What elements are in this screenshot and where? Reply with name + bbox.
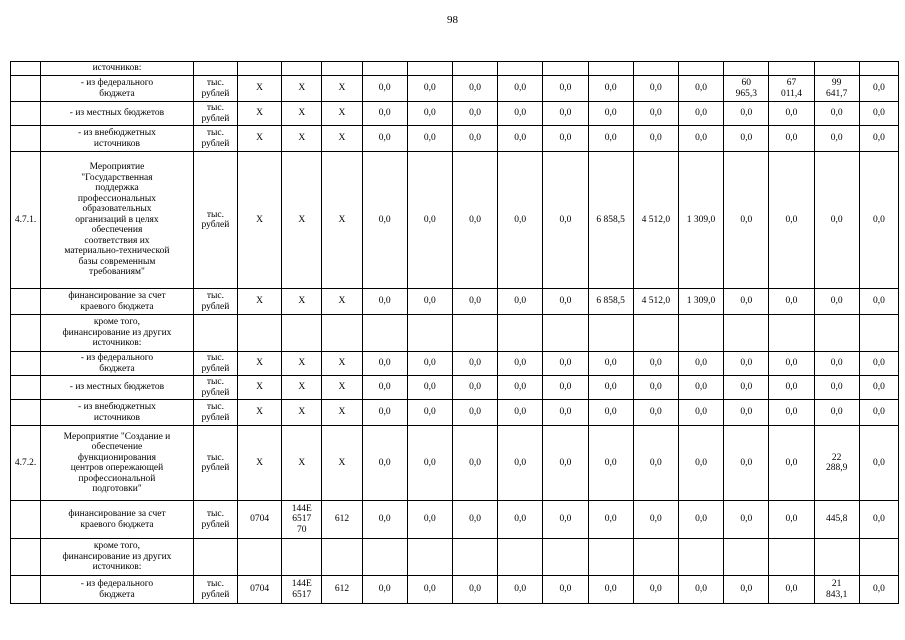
item-name-cell: - из федерального бюджета (41, 576, 194, 604)
value-cell: 0,0 (859, 376, 898, 400)
table-row (11, 501, 899, 539)
classification-cell: Х (322, 426, 362, 501)
value-cell: 0,0 (362, 352, 407, 376)
value-cell: 0,0 (769, 576, 814, 604)
table-row (11, 426, 899, 501)
value-cell: 0,0 (362, 400, 407, 426)
value-cell (588, 539, 633, 576)
value-cell (362, 539, 407, 576)
value-cell: 0,0 (769, 501, 814, 539)
value-cell: 0,0 (724, 376, 769, 400)
value-cell: 445,8 (814, 501, 859, 539)
classification-cell (282, 315, 322, 352)
table-row (11, 76, 899, 102)
classification-cell: Х (238, 152, 282, 289)
classification-cell (322, 62, 362, 76)
value-cell: 0,0 (633, 400, 678, 426)
classification-cell: Х (282, 102, 322, 126)
classification-cell: Х (238, 102, 282, 126)
value-cell: 0,0 (407, 102, 452, 126)
budget-table (10, 61, 899, 604)
value-cell: 0,0 (859, 289, 898, 315)
value-cell: 0,0 (724, 501, 769, 539)
value-cell (362, 315, 407, 352)
item-code-cell (11, 126, 41, 152)
value-cell: 0,0 (452, 426, 497, 501)
table-row (11, 126, 899, 152)
value-cell: 0,0 (498, 289, 543, 315)
value-cell: 0,0 (452, 376, 497, 400)
value-cell: 0,0 (362, 576, 407, 604)
value-cell: 0,0 (588, 376, 633, 400)
value-cell: 0,0 (498, 426, 543, 501)
value-cell: 0,0 (452, 102, 497, 126)
value-cell: 0,0 (452, 152, 497, 289)
value-cell: 0,0 (724, 576, 769, 604)
item-code-cell (11, 501, 41, 539)
value-cell: 0,0 (588, 576, 633, 604)
classification-cell: 0704 (238, 501, 282, 539)
unit-cell (193, 62, 237, 76)
value-cell: 0,0 (452, 501, 497, 539)
value-cell (724, 62, 769, 76)
value-cell (678, 62, 723, 76)
item-name-cell: - из местных бюджетов (41, 376, 194, 400)
value-cell: 0,0 (407, 426, 452, 501)
page-number: 98 (447, 14, 458, 26)
classification-cell (282, 539, 322, 576)
classification-cell: Х (282, 76, 322, 102)
value-cell: 0,0 (678, 102, 723, 126)
value-cell (588, 62, 633, 76)
value-cell: 0,0 (678, 426, 723, 501)
value-cell: 0,0 (859, 576, 898, 604)
classification-cell: Х (282, 426, 322, 501)
value-cell: 6 858,5 (588, 289, 633, 315)
value-cell: 0,0 (859, 126, 898, 152)
unit-cell: тыс. рублей (193, 76, 237, 102)
value-cell (498, 62, 543, 76)
item-code-cell (11, 62, 41, 76)
value-cell: 0,0 (859, 102, 898, 126)
value-cell: 0,0 (543, 376, 588, 400)
classification-cell: 612 (322, 576, 362, 604)
value-cell: 0,0 (859, 76, 898, 102)
value-cell: 0,0 (543, 102, 588, 126)
value-cell: 4 512,0 (633, 152, 678, 289)
value-cell: 0,0 (452, 126, 497, 152)
classification-cell: Х (322, 102, 362, 126)
value-cell: 0,0 (588, 501, 633, 539)
value-cell: 0,0 (452, 576, 497, 604)
value-cell: 0,0 (814, 152, 859, 289)
classification-cell: Х (322, 76, 362, 102)
unit-cell (193, 539, 237, 576)
classification-cell: Х (238, 352, 282, 376)
item-code-cell (11, 289, 41, 315)
value-cell: 0,0 (498, 76, 543, 102)
value-cell (407, 315, 452, 352)
value-cell: 0,0 (498, 352, 543, 376)
classification-cell: Х (322, 126, 362, 152)
value-cell: 0,0 (724, 126, 769, 152)
item-name-cell: - из внебюджетных источников (41, 400, 194, 426)
item-name-cell: - из внебюджетных источников (41, 126, 194, 152)
value-cell: 0,0 (633, 426, 678, 501)
value-cell: 0,0 (498, 576, 543, 604)
value-cell: 0,0 (633, 376, 678, 400)
item-name-cell: Мероприятие "Создание и обеспечение функционирования центров опережающей профессиональной подготовки" (41, 426, 194, 501)
classification-cell: Х (238, 400, 282, 426)
classification-cell: 144Е 6517 (282, 576, 322, 604)
unit-cell: тыс. рублей (193, 352, 237, 376)
classification-cell: Х (322, 376, 362, 400)
value-cell: 0,0 (859, 501, 898, 539)
item-code-cell (11, 376, 41, 400)
value-cell: 0,0 (769, 426, 814, 501)
value-cell (543, 315, 588, 352)
value-cell: 0,0 (769, 102, 814, 126)
unit-cell: тыс. рублей (193, 426, 237, 501)
value-cell: 0,0 (678, 126, 723, 152)
table-row (11, 376, 899, 400)
item-name-cell: кроме того, финансирование из других источников: (41, 315, 194, 352)
item-code-cell: 4.7.2. (11, 426, 41, 501)
value-cell: 0,0 (452, 76, 497, 102)
value-cell (724, 315, 769, 352)
value-cell (769, 62, 814, 76)
table-row (11, 102, 899, 126)
unit-cell (193, 315, 237, 352)
value-cell: 0,0 (407, 352, 452, 376)
value-cell (678, 315, 723, 352)
classification-cell (282, 62, 322, 76)
value-cell: 0,0 (498, 400, 543, 426)
value-cell (362, 62, 407, 76)
value-cell: 0,0 (543, 152, 588, 289)
value-cell: 0,0 (452, 352, 497, 376)
value-cell (724, 539, 769, 576)
value-cell: 0,0 (362, 289, 407, 315)
value-cell: 0,0 (769, 289, 814, 315)
classification-cell: 612 (322, 501, 362, 539)
value-cell: 0,0 (362, 501, 407, 539)
classification-cell: Х (282, 400, 322, 426)
value-cell: 0,0 (407, 501, 452, 539)
value-cell: 99 641,7 (814, 76, 859, 102)
value-cell (633, 315, 678, 352)
classification-cell: Х (238, 126, 282, 152)
classification-cell: Х (238, 426, 282, 501)
value-cell: 0,0 (769, 400, 814, 426)
value-cell (407, 62, 452, 76)
value-cell: 0,0 (588, 352, 633, 376)
value-cell: 0,0 (814, 376, 859, 400)
value-cell: 0,0 (588, 400, 633, 426)
unit-cell: тыс. рублей (193, 376, 237, 400)
value-cell: 0,0 (633, 126, 678, 152)
value-cell: 60 965,3 (724, 76, 769, 102)
value-cell: 0,0 (724, 400, 769, 426)
item-name-cell: Мероприятие "Государственная поддержка профессиональных образовательных организаций в целях обеспечения соответствия их материально-технической базы современным требованиям" (41, 152, 194, 289)
value-cell: 0,0 (724, 426, 769, 501)
value-cell (769, 539, 814, 576)
value-cell: 0,0 (814, 352, 859, 376)
value-cell: 0,0 (633, 76, 678, 102)
value-cell: 6 858,5 (588, 152, 633, 289)
value-cell: 0,0 (724, 289, 769, 315)
value-cell: 0,0 (814, 400, 859, 426)
value-cell: 0,0 (633, 576, 678, 604)
table-row (11, 315, 899, 352)
value-cell: 0,0 (452, 289, 497, 315)
value-cell (452, 539, 497, 576)
value-cell: 67 011,4 (769, 76, 814, 102)
value-cell (543, 539, 588, 576)
table-row (11, 576, 899, 604)
item-name-cell: кроме того, финансирование из других источников: (41, 539, 194, 576)
value-cell: 22 288,9 (814, 426, 859, 501)
unit-cell: тыс. рублей (193, 400, 237, 426)
item-code-cell (11, 539, 41, 576)
value-cell: 0,0 (362, 76, 407, 102)
item-name-cell: финансирование за счет краевого бюджета (41, 289, 194, 315)
value-cell: 4 512,0 (633, 289, 678, 315)
classification-cell: Х (322, 352, 362, 376)
value-cell (498, 315, 543, 352)
value-cell: 0,0 (498, 126, 543, 152)
classification-cell: Х (282, 289, 322, 315)
value-cell (633, 539, 678, 576)
table-row (11, 152, 899, 289)
value-cell: 0,0 (859, 426, 898, 501)
classification-cell (238, 539, 282, 576)
value-cell: 0,0 (769, 376, 814, 400)
value-cell (859, 539, 898, 576)
value-cell: 21 843,1 (814, 576, 859, 604)
value-cell: 0,0 (588, 76, 633, 102)
value-cell (633, 62, 678, 76)
value-cell: 0,0 (498, 376, 543, 400)
value-cell: 0,0 (362, 376, 407, 400)
value-cell (588, 315, 633, 352)
value-cell: 0,0 (362, 152, 407, 289)
value-cell (859, 315, 898, 352)
classification-cell: Х (282, 126, 322, 152)
value-cell: 0,0 (724, 102, 769, 126)
classification-cell: Х (322, 289, 362, 315)
value-cell: 1 309,0 (678, 152, 723, 289)
value-cell: 1 309,0 (678, 289, 723, 315)
item-code-cell (11, 102, 41, 126)
item-code-cell (11, 76, 41, 102)
value-cell (452, 315, 497, 352)
value-cell: 0,0 (678, 501, 723, 539)
classification-cell: Х (282, 152, 322, 289)
value-cell: 0,0 (362, 126, 407, 152)
item-code-cell (11, 352, 41, 376)
value-cell (769, 315, 814, 352)
value-cell (814, 539, 859, 576)
item-name-cell: - из федерального бюджета (41, 76, 194, 102)
value-cell: 0,0 (362, 102, 407, 126)
item-code-cell (11, 576, 41, 604)
value-cell: 0,0 (407, 76, 452, 102)
item-name-cell: - из местных бюджетов (41, 102, 194, 126)
table-row (11, 289, 899, 315)
unit-cell: тыс. рублей (193, 289, 237, 315)
value-cell: 0,0 (543, 576, 588, 604)
value-cell: 0,0 (452, 400, 497, 426)
value-cell: 0,0 (633, 102, 678, 126)
value-cell: 0,0 (407, 152, 452, 289)
value-cell: 0,0 (362, 426, 407, 501)
table-row (11, 539, 899, 576)
value-cell: 0,0 (407, 126, 452, 152)
value-cell: 0,0 (859, 352, 898, 376)
value-cell: 0,0 (769, 152, 814, 289)
value-cell: 0,0 (633, 501, 678, 539)
item-name-cell: финансирование за счет краевого бюджета (41, 501, 194, 539)
classification-cell: Х (238, 289, 282, 315)
value-cell: 0,0 (678, 376, 723, 400)
value-cell: 0,0 (588, 102, 633, 126)
value-cell: 0,0 (814, 126, 859, 152)
classification-cell (238, 315, 282, 352)
value-cell: 0,0 (543, 76, 588, 102)
value-cell: 0,0 (407, 576, 452, 604)
classification-cell (238, 62, 282, 76)
item-code-cell (11, 315, 41, 352)
value-cell: 0,0 (859, 400, 898, 426)
value-cell: 0,0 (543, 426, 588, 501)
value-cell: 0,0 (407, 289, 452, 315)
value-cell: 0,0 (498, 152, 543, 289)
unit-cell: тыс. рублей (193, 152, 237, 289)
value-cell: 0,0 (543, 126, 588, 152)
value-cell (859, 62, 898, 76)
value-cell: 0,0 (678, 400, 723, 426)
item-code-cell: 4.7.1. (11, 152, 41, 289)
classification-cell: Х (238, 76, 282, 102)
classification-cell: Х (282, 352, 322, 376)
value-cell: 0,0 (543, 400, 588, 426)
classification-cell: Х (322, 152, 362, 289)
value-cell: 0,0 (407, 376, 452, 400)
classification-cell: Х (238, 376, 282, 400)
value-cell: 0,0 (814, 102, 859, 126)
value-cell (407, 539, 452, 576)
classification-cell: 144Е 6517 70 (282, 501, 322, 539)
classification-cell: 0704 (238, 576, 282, 604)
classification-cell (322, 315, 362, 352)
unit-cell: тыс. рублей (193, 126, 237, 152)
value-cell: 0,0 (633, 352, 678, 376)
unit-cell: тыс. рублей (193, 501, 237, 539)
value-cell: 0,0 (543, 289, 588, 315)
value-cell: 0,0 (724, 352, 769, 376)
value-cell: 0,0 (678, 576, 723, 604)
value-cell: 0,0 (588, 126, 633, 152)
value-cell: 0,0 (769, 352, 814, 376)
table-row (11, 400, 899, 426)
value-cell: 0,0 (543, 501, 588, 539)
value-cell (543, 62, 588, 76)
value-cell: 0,0 (498, 102, 543, 126)
value-cell: 0,0 (724, 152, 769, 289)
unit-cell: тыс. рублей (193, 576, 237, 604)
item-name-cell: источников: (41, 62, 194, 76)
value-cell: 0,0 (407, 400, 452, 426)
classification-cell: Х (282, 376, 322, 400)
value-cell: 0,0 (498, 501, 543, 539)
value-cell (814, 62, 859, 76)
classification-cell (322, 539, 362, 576)
value-cell: 0,0 (678, 352, 723, 376)
value-cell (498, 539, 543, 576)
item-name-cell: - из федерального бюджета (41, 352, 194, 376)
value-cell: 0,0 (588, 426, 633, 501)
value-cell: 0,0 (678, 76, 723, 102)
item-code-cell (11, 400, 41, 426)
value-cell: 0,0 (859, 152, 898, 289)
classification-cell: Х (322, 400, 362, 426)
value-cell: 0,0 (814, 289, 859, 315)
value-cell (452, 62, 497, 76)
value-cell (814, 315, 859, 352)
value-cell: 0,0 (543, 352, 588, 376)
unit-cell: тыс. рублей (193, 102, 237, 126)
table-row (11, 352, 899, 376)
table-row (11, 62, 899, 76)
value-cell (678, 539, 723, 576)
value-cell: 0,0 (769, 126, 814, 152)
